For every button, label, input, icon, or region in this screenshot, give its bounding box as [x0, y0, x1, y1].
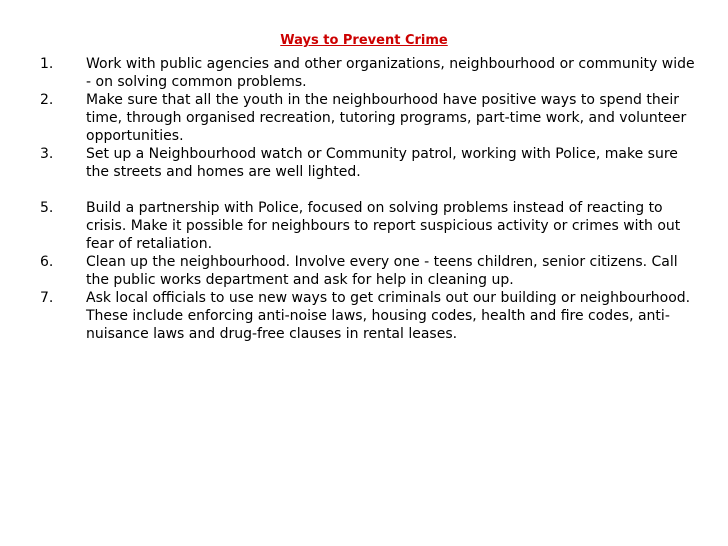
list-item-text: Work with public agencies and other organizations, neighbourhood or community wide - on solving common problems. [86, 56, 695, 90]
list-item-number: 7. [40, 290, 54, 306]
slide-title-text: Ways to Prevent Crime [280, 33, 448, 48]
list-item-number: 6. [40, 254, 54, 270]
list-item-number: 3. [40, 146, 54, 162]
list-item-1 [40, 55, 700, 91]
list-item-number: 2. [40, 92, 54, 108]
list-item-text: Ask local officials to use new ways to get criminals out our building or neighbourhood. These include enforcing anti-noise laws, housing codes, health and fire codes, anti-nuisance laws and drug-free clauses in rental leases. [86, 290, 691, 342]
list-item-2 [40, 91, 700, 145]
list-item-text: Make sure that all the youth in the neighbourhood have positive ways to spend their time, through organised recreation, tutoring programs, part-time work, and volunteer opportunities. [86, 92, 687, 144]
list-item-7 [40, 289, 700, 343]
list-item-text: Build a partnership with Police, focused on solving problems instead of reacting to crisis. Make it possible for neighbours to report suspicious activity or crimes with out fear of retaliation. [86, 200, 681, 252]
list-item-text: Clean up the neighbourhood. Involve every one - teens children, senior citizens. Call the public works department and ask for help in cleaning up. [86, 254, 678, 288]
list-item-5 [40, 199, 700, 253]
crime-prevention-list [40, 55, 700, 343]
slide-title [0, 33, 728, 49]
list-item-number: 5. [40, 200, 54, 216]
list-item-6 [40, 253, 700, 289]
list-item-text: Set up a Neighbourhood watch or Community patrol, working with Police, make sure the streets and homes are well lighted. [86, 146, 678, 180]
list-item-number: 1. [40, 56, 54, 72]
list-item-3 [40, 145, 700, 181]
